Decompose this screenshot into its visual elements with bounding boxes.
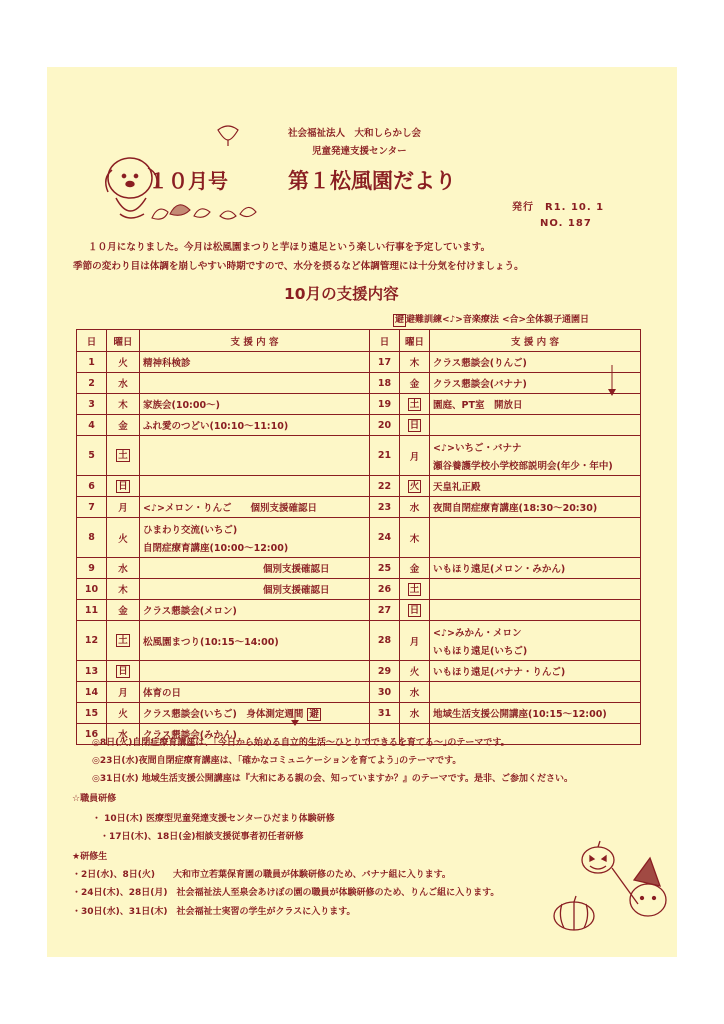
day-cell: 7: [77, 497, 107, 518]
table-row: [77, 476, 641, 497]
table-row: [77, 436, 641, 476]
content-cell: [430, 436, 641, 476]
publish-date: 発行 R1. 10. 1: [512, 202, 605, 213]
day-cell: 27: [370, 600, 400, 621]
weekday-cell: 月: [400, 621, 430, 661]
newsletter-title: 第１松風園だより: [288, 169, 456, 193]
weekday-cell: 水: [400, 682, 430, 703]
weekday-cell: 火: [107, 703, 140, 724]
day-cell: 25: [370, 558, 400, 579]
weekday-box: 土: [118, 635, 128, 646]
column-header-content: 支 援 内 容: [140, 330, 370, 352]
schedule-table: [76, 329, 641, 745]
day-cell: 9: [77, 558, 107, 579]
day-cell: 11: [77, 600, 107, 621]
weekday-cell: 金: [107, 415, 140, 436]
content-cell: [140, 703, 370, 724]
issue-number: NO. 187: [540, 218, 592, 229]
content-cell: [430, 703, 641, 724]
content-cell: [140, 497, 370, 518]
day-cell: 5: [77, 436, 107, 476]
content-cell: [430, 579, 641, 600]
day-cell: 19: [370, 394, 400, 415]
weekday-cell: [107, 476, 140, 497]
content-text: 体育の日: [143, 688, 182, 699]
day-cell: 16: [77, 724, 107, 745]
day-cell: 24: [370, 518, 400, 558]
table-row: [77, 682, 641, 703]
content-text: 家族会(10:00～): [143, 400, 220, 411]
content-text: 松風園まつり(10:15～14:00): [143, 636, 279, 648]
column-header-weekday: 曜日: [400, 330, 430, 352]
content-cell: [140, 600, 370, 621]
content-cell: [140, 415, 370, 436]
intro-line-2: 季節の変わり目は体調を崩しやすい時期ですので、水分を摂るなど体調管理には十分気を付けましょう。: [73, 261, 524, 272]
note-3: ◎31日(水) 地域生活支援公開講座は『大和にある親の会、知っていますか？』のテーマです。是非、ご参加ください。: [92, 774, 574, 784]
weekday-cell: 火: [400, 661, 430, 682]
content-text: <♪>みかん・メロン: [433, 627, 522, 639]
weekday-box: 日: [118, 480, 128, 492]
day-cell: 20: [370, 415, 400, 436]
staff-training-2: ・17日(木)、18日(金)相談支援従事者初任者研修: [100, 832, 304, 842]
content-cell: [140, 476, 370, 497]
content-text: クラス懇談会(バナナ): [433, 379, 527, 390]
staff-training-title: ☆職員研修: [72, 794, 117, 804]
content-text: クラス懇談会(みかん): [143, 730, 237, 741]
content-cell: [430, 621, 641, 661]
table-row: [77, 497, 641, 518]
weekday-cell: 水: [107, 558, 140, 579]
day-cell: 6: [77, 476, 107, 497]
content-text: 地域生活支援公開講座(10:15～12:00): [433, 709, 607, 720]
content-cell: [140, 352, 370, 373]
weekday-box: 土: [409, 398, 420, 410]
weekday-cell: 金: [400, 558, 430, 579]
content-cell: [140, 518, 370, 558]
content-text: いもほり遠足(メロン・みかん): [433, 564, 566, 575]
pumpkin-icon: [554, 896, 594, 930]
table-row: [77, 621, 641, 661]
table-row: [77, 579, 641, 600]
content-text: 自閉症療育講座(10:00～12:00): [143, 542, 289, 554]
content-text: <♪>メロン・りんご 個別支援確認日: [143, 503, 317, 514]
table-row: [77, 661, 641, 682]
arrow-down-icon: [608, 365, 616, 397]
weekday-cell: 金: [400, 373, 430, 394]
content-cell: [140, 579, 370, 600]
content-cell: [430, 476, 641, 497]
weekday-cell: 月: [400, 436, 430, 476]
intro-line-1: １０月になりました。今月は松風園まつりと芋ほり遠足という楽しい行事を予定しています。: [88, 242, 491, 253]
column-header-day: 日: [77, 330, 107, 352]
weekday-cell: 金: [107, 600, 140, 621]
witch-mascot-icon: [612, 858, 666, 916]
weekday-cell: [400, 394, 430, 415]
content-text: ふれ愛のつどい(10:10～11:10): [143, 421, 289, 432]
weekday-cell: 水: [107, 724, 140, 745]
weekday-cell: 水: [400, 497, 430, 518]
content-cell: [140, 661, 370, 682]
content-text: クラス懇談会(りんご): [433, 358, 527, 369]
staff-training-1: ・ 10日(木) 医療型児童発達支援センターひだまり体験研修: [92, 814, 335, 824]
trainee-1: ・2日(水)、8日(火) 大和市立若葉保育園の職員が体験研修のため、バナナ組に入ります。: [72, 870, 451, 880]
weekday-cell: [400, 600, 430, 621]
day-cell: 30: [370, 682, 400, 703]
column-header-content: 支 援 内 容: [430, 330, 641, 352]
day-cell: 1: [77, 352, 107, 373]
day-cell: 26: [370, 579, 400, 600]
weekday-cell: 水: [400, 703, 430, 724]
weekday-cell: 火: [107, 518, 140, 558]
day-cell: 17: [370, 352, 400, 373]
trainee-2: ・24日(木)、28日(月) 社会福祉法人至泉会あけぼの園の職員が体験研修のため、りんご組に入ります。: [72, 888, 500, 898]
content-cell: [140, 621, 370, 661]
content-text: 園庭、PT室 開放日: [433, 400, 523, 411]
content-text: 個別支援確認日: [263, 564, 330, 575]
content-text: いもほり遠足(いちご): [433, 645, 528, 657]
weekday-cell: [107, 436, 140, 476]
table-header-row: [77, 330, 641, 352]
day-cell: 15: [77, 703, 107, 724]
column-header-weekday: 曜日: [107, 330, 140, 352]
jack-o-lantern-icon: [582, 841, 614, 873]
content-cell: [430, 558, 641, 579]
day-cell: 3: [77, 394, 107, 415]
day-cell: 4: [77, 415, 107, 436]
weekday-cell: [400, 415, 430, 436]
weekday-box: 日: [118, 665, 128, 677]
content-text: ひまわり交流(いちご): [143, 524, 238, 536]
weekday-cell: 水: [107, 373, 140, 394]
content-text: いもほり遠足(バナナ・りんご): [433, 667, 566, 678]
weekday-cell: 木: [107, 394, 140, 415]
table-row: [77, 518, 641, 558]
legend-text: 避難訓練<♪>音楽療法 <合>全体親子通園日: [406, 315, 590, 325]
weekday-cell: [400, 476, 430, 497]
content-text: 個別支援確認日: [263, 585, 330, 596]
content-cell: [430, 600, 641, 621]
content-cell: [140, 682, 370, 703]
content-text: クラス懇談会(いちご) 身体測定週間: [143, 708, 304, 720]
schedule-heading: 10月の支援内容: [284, 285, 399, 303]
content-cell: [140, 394, 370, 415]
table-row: [77, 352, 641, 373]
content-cell: [140, 373, 370, 394]
weekday-cell: 木: [400, 518, 430, 558]
content-text: <♪>いちご・バナナ: [433, 442, 522, 454]
content-cell: [140, 558, 370, 579]
content-text: 瀬谷養護学校小学校部説明会(年少・年中): [433, 460, 613, 472]
day-cell: 22: [370, 476, 400, 497]
issue-label: １０月号: [148, 169, 228, 193]
table-row: [77, 394, 641, 415]
day-cell: 12: [77, 621, 107, 661]
table-row: [77, 558, 641, 579]
weekday-cell: [107, 661, 140, 682]
weekday-box: 日: [409, 419, 420, 431]
day-cell: 2: [77, 373, 107, 394]
day-cell: 31: [370, 703, 400, 724]
day-cell: 23: [370, 497, 400, 518]
content-cell: [430, 661, 641, 682]
schedule-legend: [393, 312, 589, 327]
content-text: 天皇礼正殿: [433, 482, 481, 493]
weekday-box: 土: [409, 583, 420, 595]
day-cell: 29: [370, 661, 400, 682]
evacuation-mark: 避: [309, 708, 319, 720]
note-2: ◎23日(水)夜間自閉症療育講座は、｢確かなコミュニケーションを育てよう｣のテーマです。: [92, 756, 462, 766]
weekday-box: 土: [118, 450, 128, 461]
trainee-title: ★研修生: [72, 852, 108, 862]
halloween-illustration: [552, 838, 672, 938]
ginkgo-leaf-icon: [218, 126, 238, 146]
autumn-leaves-icon: [152, 205, 256, 219]
content-text: 精神科検診: [143, 358, 191, 369]
weekday-cell: [107, 621, 140, 661]
day-cell: 18: [370, 373, 400, 394]
weekday-cell: 木: [107, 579, 140, 600]
weekday-cell: 火: [107, 352, 140, 373]
day-cell: 13: [77, 661, 107, 682]
note-1: ◎8日(火)自閉症療育講座は、｢今日から始める自立的生活～ひとりでできるを育てる～｣のテーマです。: [92, 738, 510, 748]
column-header-day: 日: [370, 330, 400, 352]
weekday-cell: [400, 579, 430, 600]
day-cell: 28: [370, 621, 400, 661]
table-row: [77, 415, 641, 436]
organization-name: 社会福祉法人 大和しらかし会: [288, 128, 422, 139]
content-cell: [430, 415, 641, 436]
weekday-box: 日: [409, 604, 420, 616]
table-row: [77, 600, 641, 621]
content-cell: [140, 436, 370, 476]
table-row: [77, 703, 641, 724]
content-cell: [430, 497, 641, 518]
day-cell: 8: [77, 518, 107, 558]
arrow-down-icon: [291, 711, 299, 727]
day-cell: 14: [77, 682, 107, 703]
weekday-cell: 木: [400, 352, 430, 373]
weekday-cell: 月: [107, 497, 140, 518]
day-cell: 21: [370, 436, 400, 476]
center-name: 児童発達支援センター: [312, 146, 407, 157]
evacuation-mark: 避: [395, 315, 405, 325]
trainee-3: ・30日(水)、31日(木) 社会福祉士実習の学生がクラスに入ります。: [72, 907, 356, 917]
day-cell: 10: [77, 579, 107, 600]
content-text: クラス懇談会(メロン): [143, 606, 237, 617]
weekday-cell: 月: [107, 682, 140, 703]
table-row: [77, 373, 641, 394]
content-cell: [430, 682, 641, 703]
content-text: 夜間自閉症療育講座(18:30～20:30): [433, 503, 598, 514]
content-cell: [430, 518, 641, 558]
weekday-box: 火: [409, 480, 420, 492]
